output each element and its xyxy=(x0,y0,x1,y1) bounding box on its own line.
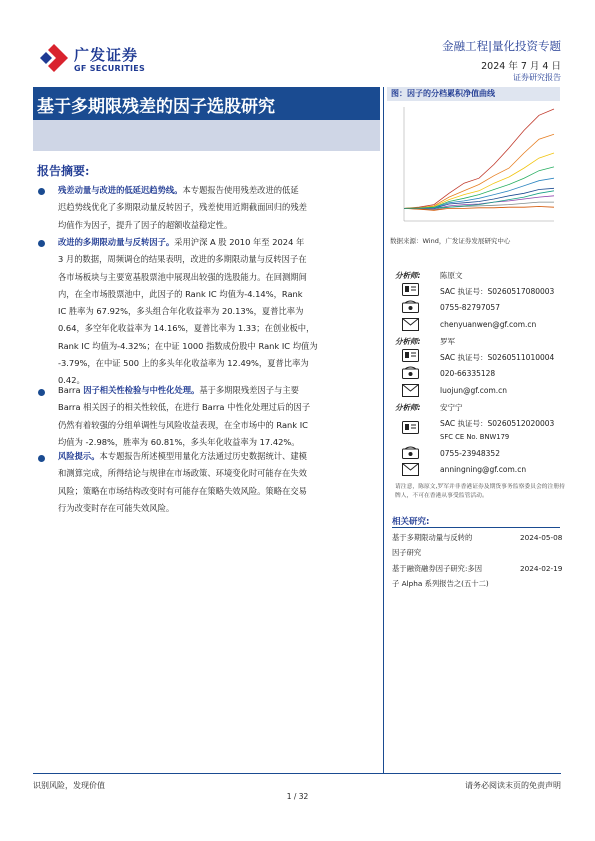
chart-heading: 图：因子的分档累积净值曲线 xyxy=(391,89,495,98)
analyst-sfc: SFC CE No. BNW179 xyxy=(440,433,510,441)
id-card-icon xyxy=(402,349,419,362)
summary-line: 迟趋势线优化了多期限动量反转因子，残差使用近期截面回归的残差 xyxy=(58,202,307,213)
analyst-name: 陈原文 xyxy=(440,271,463,280)
analyst-phone: 0755-82797057 xyxy=(440,303,500,312)
logo xyxy=(38,42,158,80)
summary-line: 均值为 -2.98%，胜率为 60.81%，多头年化收益率为 17.42%。 xyxy=(58,436,300,447)
summary-line: Barra 相关因子的相关性较低，在进行 Barra 中性化处理过后的因子 xyxy=(58,402,311,413)
footer-slogan: 识别风险，发现价值 xyxy=(33,781,105,790)
related-heading: 相关研究: xyxy=(392,515,560,528)
analyst-sac: SAC 执证号：S0260512020003 xyxy=(440,419,555,428)
summary-item-lead: 因子相关性检验与中性化处理。 xyxy=(83,385,200,395)
chart xyxy=(392,103,557,229)
analyst-3 xyxy=(395,402,463,413)
analyst-label: 分析师: xyxy=(395,337,421,346)
summary-item-lead: 改进的多期限动量与反转因子。 xyxy=(58,237,175,247)
summary-line: Rank IC 均值为-4.32%；在中证 1000 指数成份股中 Rank IC 均值为 xyxy=(58,340,318,351)
email-icon[interactable] xyxy=(402,463,419,476)
summary-line: 0.42。 xyxy=(58,375,85,386)
summary-item-lead: 残差动量与改进的低延迟趋势线。 xyxy=(58,185,183,195)
bullet-icon xyxy=(38,240,45,247)
related-item-2-line2[interactable]: 子 Alpha 系列报告之(五十二) xyxy=(392,579,489,588)
chart-source: 数据来源：Wind，广发证券发展研究中心 xyxy=(390,237,511,245)
summary-line: 均值作为因子，提升了因子的超额收益稳定性。 xyxy=(58,219,233,230)
id-card-icon xyxy=(402,421,419,434)
analyst-phone: 020-66335128 xyxy=(440,369,496,378)
report-category: 金融工程|量化投资专题 xyxy=(442,39,561,53)
report-type: 证券研究报告 xyxy=(513,73,561,82)
summary-item-3 xyxy=(58,382,376,451)
bullet-icon xyxy=(38,188,45,195)
title-bar xyxy=(33,87,380,120)
analyst-name: 罗军 xyxy=(440,337,455,346)
email-icon[interactable] xyxy=(402,318,419,331)
analyst-email[interactable]: luojun@gf.com.cn xyxy=(440,386,508,395)
summary-line: 采用沪深 A 股 2010 年至 2024 年 xyxy=(174,237,305,247)
report-date: 2024 年 7 月 4 日 xyxy=(481,61,561,72)
analyst-label: 分析师: xyxy=(395,403,421,412)
related-item-2-line1[interactable]: 基于融资融券因子研究:多因 xyxy=(392,564,483,573)
analyst-phone: 0755-23948352 xyxy=(440,449,500,458)
analyst-1 xyxy=(395,270,463,281)
chart-heading-bar xyxy=(387,87,560,101)
summary-item-lead: 风险提示。 xyxy=(58,451,100,461)
summary-item-lead-plain: Barra xyxy=(58,385,84,395)
bullet-icon xyxy=(38,389,45,396)
footer-divider xyxy=(33,773,561,774)
phone-icon xyxy=(402,366,419,379)
related-item-1-line2[interactable]: 因子研究 xyxy=(392,548,422,557)
logo-icon xyxy=(38,42,70,74)
related-item-2-date: 2024-02-19 xyxy=(520,564,563,573)
summary-line: -3.79%，在中证 500 上的多头年化收益率为 12.49%，夏普比率为 xyxy=(58,358,309,369)
chart-series-line xyxy=(404,167,554,209)
summary-line: 基于多期限残差因子与主要 xyxy=(199,385,299,395)
logo-cn: 广发证券 xyxy=(74,46,139,64)
summary-line: 各市场板块与主要宽基股票池中展现出较强的选股能力。在回测期间 xyxy=(58,271,307,282)
chart-svg xyxy=(392,103,557,229)
analyst-email[interactable]: anningning@gf.com.cn xyxy=(440,465,527,474)
analyst-sac: SAC 执证号：S0260511010004 xyxy=(440,353,555,362)
chart-series-line xyxy=(404,153,554,208)
chart-series-line xyxy=(404,109,554,208)
summary-line: IC 胜率为 67.92%，多头组合年化收益率为 20.13%，夏普比率为 xyxy=(58,306,304,317)
summary-item-1 xyxy=(58,182,376,234)
chart-series-line xyxy=(404,134,554,208)
analyst-sac: SAC 执证号：S0260517080003 xyxy=(440,287,555,296)
summary-line: 仍然有着较强的分组单调性与风险收益表现，在全市场中的 Rank IC xyxy=(58,419,308,430)
phone-icon xyxy=(402,446,419,459)
summary-item-4 xyxy=(58,448,376,517)
summary-line: 内，在全市场股票池中，此因子的 Rank IC 均值为-4.14%，Rank xyxy=(58,288,303,299)
analyst-2 xyxy=(395,336,455,347)
phone-icon xyxy=(402,300,419,313)
title-subbar xyxy=(33,120,380,151)
bullet-icon xyxy=(38,455,45,462)
summary-line: 行为改变时存在可能失效风险。 xyxy=(58,502,175,513)
footer-disclaimer: 请务必阅读末页的免责声明 xyxy=(465,781,561,790)
column-divider xyxy=(383,87,384,773)
analyst-label: 分析师: xyxy=(395,271,421,280)
summary-line: 本专题报告所述模型用量化方法通过历史数据统计、建模 xyxy=(99,451,307,461)
related-item-1-date: 2024-05-08 xyxy=(520,533,563,542)
summary-line: 0.64，多空年化收益率为 14.16%，夏普比率为 1.33；在创业板中， xyxy=(58,323,315,334)
id-card-icon xyxy=(402,283,419,296)
related-item-1-line1[interactable]: 基于多期限动量与反转的 xyxy=(392,533,473,542)
email-icon[interactable] xyxy=(402,384,419,397)
analyst-name: 安宁宁 xyxy=(440,403,463,412)
logo-en: GF SECURITIES xyxy=(74,64,146,73)
summary-line: 3 月的数据，周频调仓的结果表明，改进的多期限动量与反转因子在 xyxy=(58,254,307,265)
page-number: 1 / 32 xyxy=(286,792,309,801)
summary-item-2 xyxy=(58,234,376,390)
summary-heading: 报告摘要: xyxy=(37,164,90,178)
summary-line: 和测算完成，所得结论与规律在市场政策、环境变化时可能存在失效 xyxy=(58,468,307,479)
contact-note: 请注意，陈原文,罗军并非香港证券及期货事务监察委员会的注册持牌人，不可在香港从事受监管活动。 xyxy=(395,484,565,499)
summary-line: 风险；策略在市场结构改变时有可能存在策略失效风险。策略在交易 xyxy=(58,485,307,496)
summary-line: 本专题报告使用残差改进的低延 xyxy=(182,185,299,195)
page-title: 基于多期限残差的因子选股研究 xyxy=(37,97,275,117)
analyst-email[interactable]: chenyuanwen@gf.com.cn xyxy=(440,320,537,329)
